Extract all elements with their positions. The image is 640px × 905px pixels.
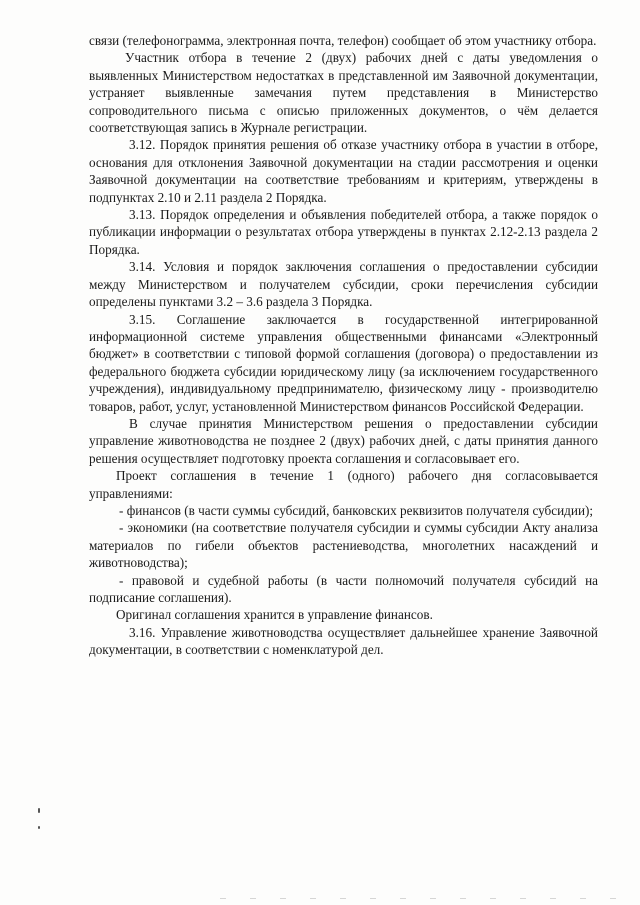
paragraph-original-storage: Оригинал соглашения хранится в управление финансов. bbox=[116, 607, 433, 623]
paragraph-1: связи (телефонограмма, электронная почта, телефон) сообщает об этом участнику отбора. bbox=[89, 33, 597, 48]
scan-edge-artifact bbox=[220, 898, 620, 899]
paragraph-3-12: 3.12. Порядок принятия решения об отказе участнику отбора в участии в отборе, основания для отклонения Заявочной документации на стадии рассмотрения и оценки Заявочной документации на соответствие требованиям и критериям, утверждены в подпунктах 2.10 и 2.11 раздела 2 Порядка. bbox=[89, 137, 598, 205]
document-body bbox=[89, 32, 598, 659]
paragraph-3-15: 3.15. Соглашение заключается в государственной интегрированной информационной системе управления общественными финансами «Электронный бюджет» в соответствии с типовой формой соглашения (договора) о предоставлении из федерального бюджета субсидии юридическому лицу (за исключением государственного учреждения), индивидуальному предпринимателю, физическому лицу - производителю товаров, работ, услуг, установленной Министерством финансов Российской Федерации. bbox=[89, 311, 598, 414]
scan-mark bbox=[38, 826, 40, 829]
paragraph-decision: В случае принятия Министерством решения о предоставлении субсидии управление животноводства не позднее 2 (двух) рабочих дней, с даты принятия данного решения осуществляет подготовку проекта соглашения и согласовывает его. bbox=[89, 415, 598, 466]
list-item-legal: - правовой и судебной работы (в части полномочий получателя субсидий на подписание соглашения). bbox=[89, 572, 598, 605]
paragraph-3-13: 3.13. Порядок определения и объявления победителей отбора, а также порядок о публикации информации о результатах отбора утверждены в пунктах 2.12-2.13 раздела 2 Порядка. bbox=[89, 207, 598, 257]
scan-mark bbox=[38, 808, 40, 813]
paragraph-2: Участник отбора в течение 2 (двух) рабочих дней с даты уведомления о выявленных Министерством недостатках в представленной им Заявочной документации, устраняет выявленные замечания путем представления в Министерство сопроводительного письма с описью приложенных документов, о чём делается соответствующая запись в Журнале регистрации. bbox=[89, 50, 598, 136]
paragraph-3-16: 3.16. Управление животноводства осуществляет дальнейшее хранение Заявочной документации, в соответствии с номенклатурой дел. bbox=[89, 624, 598, 658]
paragraph-draft-approval: Проект соглашения в течение 1 (одного) рабочего дня согласовывается управлениями: bbox=[89, 468, 598, 501]
list-item-finance: - финансов (в части суммы субсидий, банковских реквизитов получателя субсидии); bbox=[119, 502, 594, 518]
paragraph-3-14: 3.14. Условия и порядок заключения соглашения о предоставлении субсидии между Министерством и получателем субсидии, сроки перечисления субсидии определены пунктами 3.2 – 3.6 раздела 3 Порядка. bbox=[89, 259, 598, 310]
list-item-economics: - экономики (на соответствие получателя субсидии и суммы субсидии Акту анализа материалов по гибели объектов растениеводства, многолетних насаждений и животноводства); bbox=[89, 520, 598, 571]
